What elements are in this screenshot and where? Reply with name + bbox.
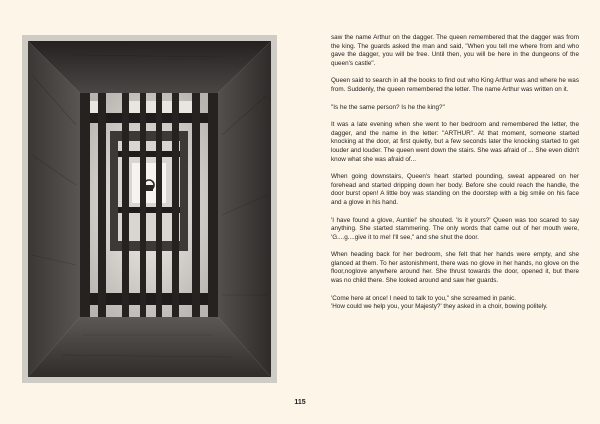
paragraph: "Is he the same person? Is he the king?" [331, 103, 445, 111]
barred-window-icon [22, 35, 277, 383]
prison-window-illustration [22, 35, 277, 383]
paragraph: 'I have found a glove, Auntie!' he shouted. 'Is it yours?' Queen was too scared to say anything. She started stammering. The only words that came out of her mouth were, 'G....g....give it to me! I'll see," and she shut the door. [331, 216, 579, 241]
paragraph: When going downstairs, Queen's heart started pounding, sweat appeared on her forehead and started dripping down her body. Before she could reach the handle, the door burst open! A little boy was standing on the doorstep with a big smile on his face and a glove in his hand. [331, 173, 579, 206]
paragraph: When heading back for her bedroom, she felt that her hands were empty, and she glanced at them. To her astonishment, there was no glove in her hands, no glove on the floor,noglove anywhere around her. She thrust towards the door, opened it, but there was no child there. She looked around and saw her guards. [331, 251, 579, 285]
paragraph: Queen said to search in all the books to find out who King Arthur was and where he was from. Suddenly, the queen remembered the letter. The name Arthur was written on it. [331, 77, 579, 93]
paragraph: saw the name Arthur on the dagger. The queen remembered that the dagger was from the king. The guards asked the man and said, "When you tell me where from and who gave the dagger, you will be free. Until then, you will be here in the dungeons of the queen's castle". [331, 34, 579, 67]
paragraph: 'Come here at once! I need to talk to you," she screamed in panic. [331, 294, 517, 302]
paragraph: 'How could we help you, your Majesty?' they asked in a choir, bowing politely. [331, 303, 548, 311]
page-number: 115 [294, 399, 306, 406]
paragraph: It was a late evening when she went to her bedroom and remembered the letter, the dagger, and the name in the letter: "ARTHUR". At that moment, someone started knocking at the door, at first quietly, but a few seconds later the knocking started to get louder and louder. The queen went down the stairs. She was afraid of ... She even didn't know what she was afraid of... [331, 121, 579, 163]
story-text [331, 34, 579, 321]
